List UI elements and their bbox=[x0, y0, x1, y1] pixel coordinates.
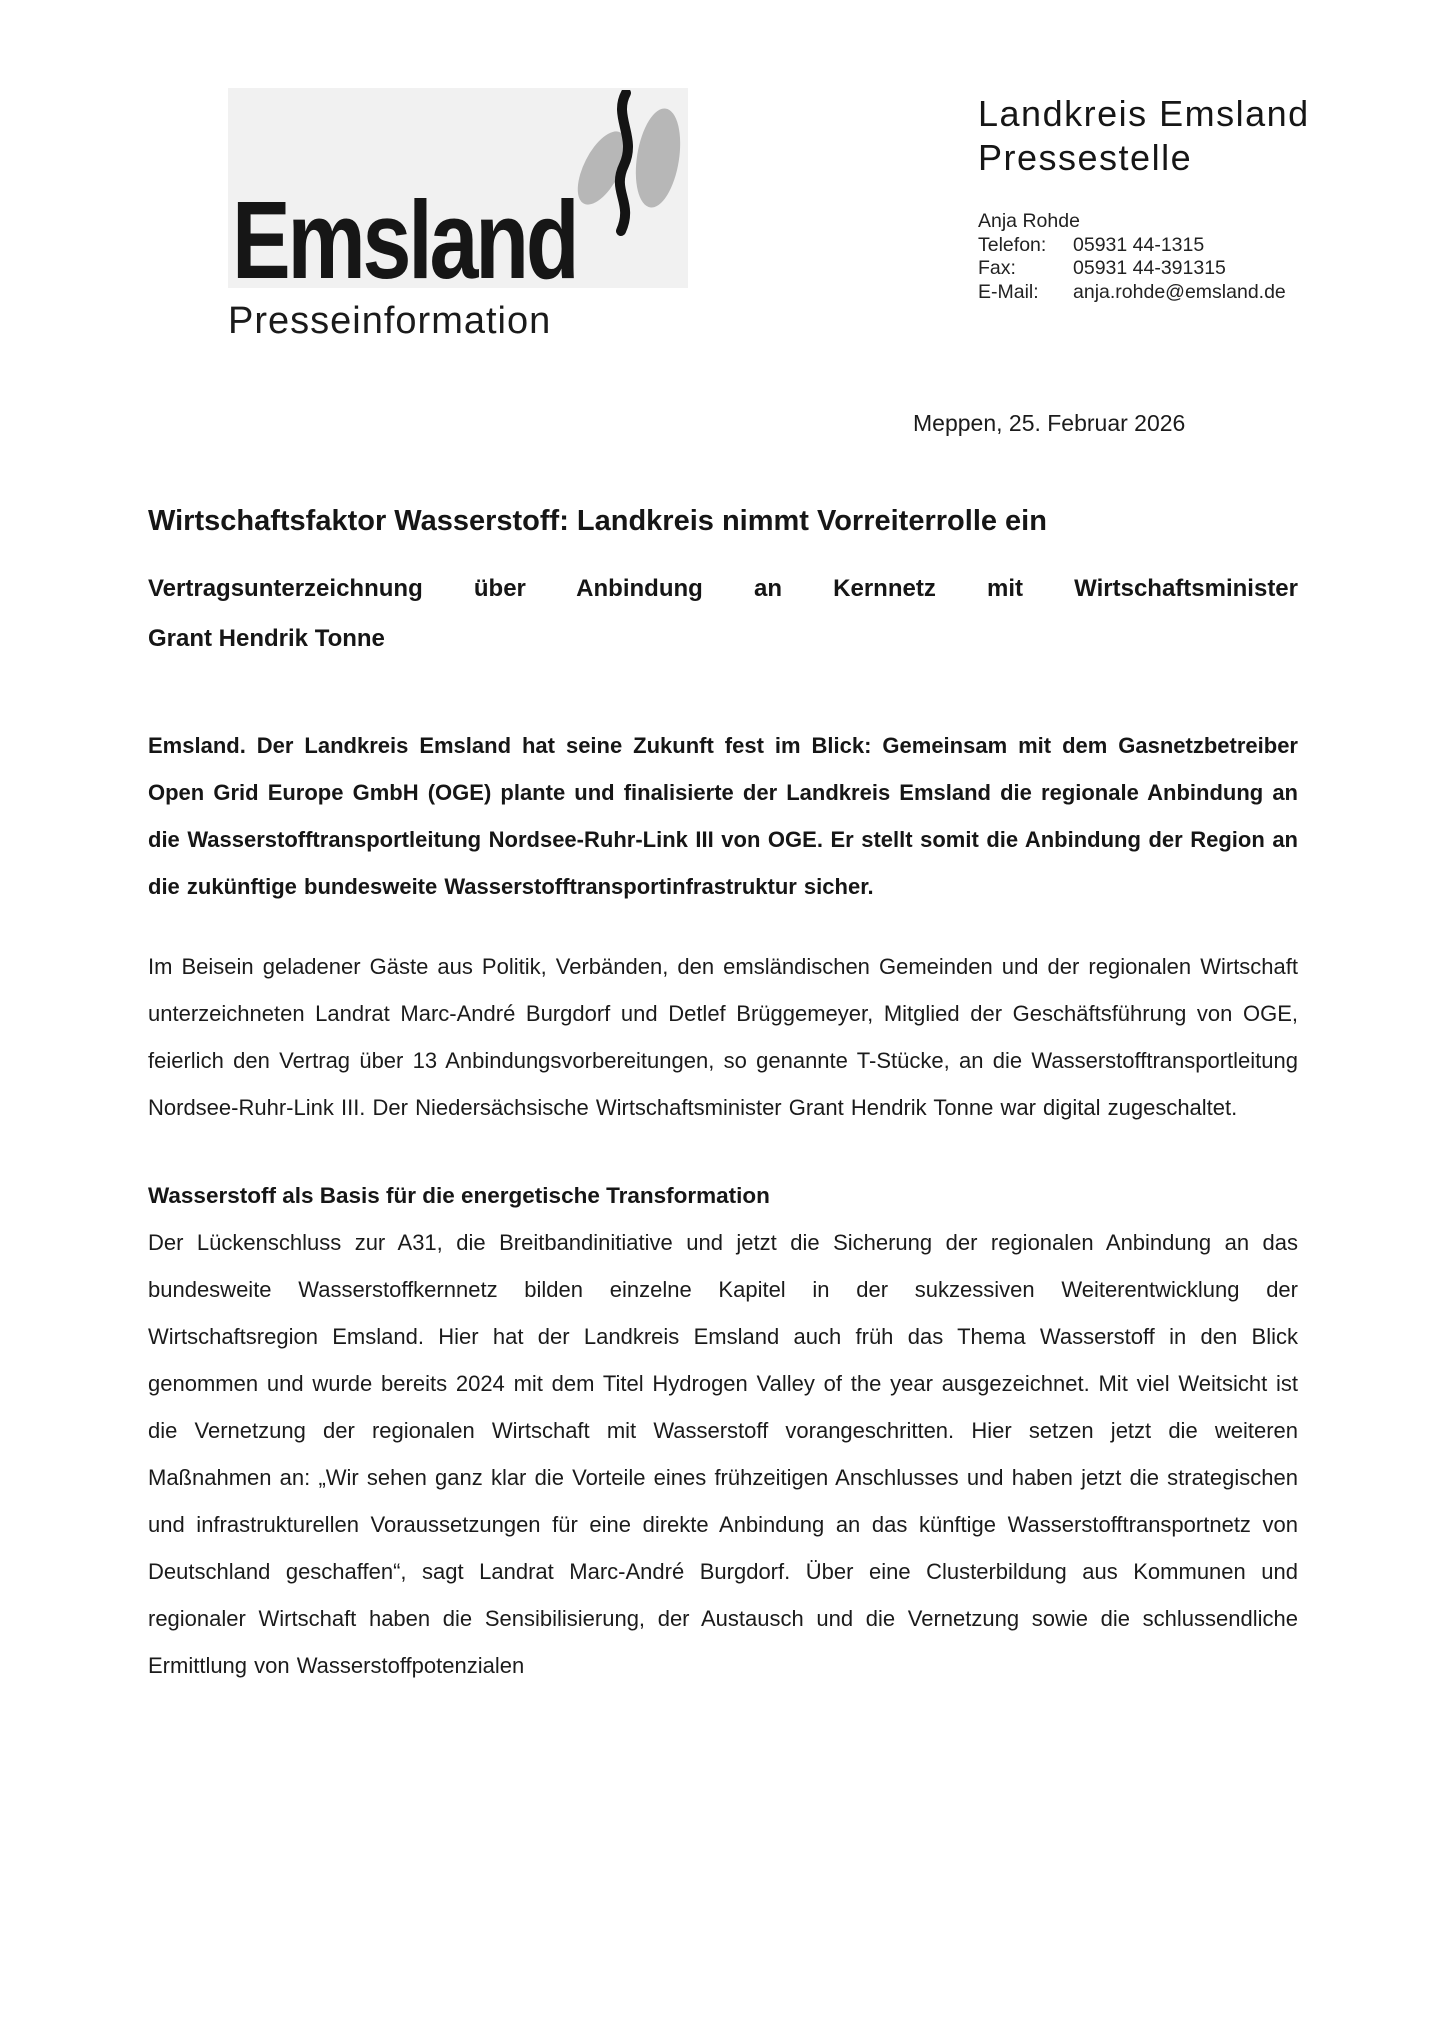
article bbox=[148, 502, 1298, 1689]
contact-label: Fax: bbox=[978, 257, 1016, 279]
page-subtitle bbox=[148, 564, 1298, 664]
contact-value: 05931 44-391315 bbox=[1073, 257, 1226, 279]
subtitle-line-2: Grant Hendrik Tonne bbox=[148, 625, 385, 652]
contact-label: E-Mail: bbox=[978, 280, 1039, 303]
contact-label: Telefon: bbox=[978, 233, 1047, 256]
body-paragraph: Im Beisein geladener Gäste aus Politik, Verbänden, den emsländischen Gemeinden und der regionalen Wirtschaft unterzeichneten Landrat Marc-André Burgdorf und Detlef Brüggemeyer, Mitglied der Geschäftsführung von OGE, feierlich den Vertrag über 13 Anbindungsvorbereitungen, so genannte T-Stücke, an die Wasserstofftransportleitung Nordsee-Ruhr-Link III. Der Niedersächsische Wirtschaftsminister Grant Hendrik Tonne war digital zugeschaltet. bbox=[148, 954, 1298, 1120]
lead-paragraph: Emsland. Der Landkreis Emsland hat seine Zukunft fest im Blick: Gemeinsam mit dem Gasnetzbetreiber Open Grid Europe GmbH (OGE) plante und finalisierte der Landkreis Emsland die regionale Anbindung an die Wasserstofftransportleitung Nordsee-Ruhr-Link III von OGE. Er stellt somit die Anbindung der Region an die zukünftige bundesweite Wasserstofftransportinfrastruktur sicher. bbox=[148, 733, 1298, 899]
letterhead-right bbox=[978, 92, 1398, 304]
section-heading: Wasserstoff als Basis für die energetische Transformation bbox=[148, 1183, 770, 1208]
subtitle-line-1: Vertragsunterzeichnung über Anbindung an Kernnetz mit Wirtschaftsminister bbox=[148, 575, 1298, 602]
org-name: Landkreis Emsland bbox=[978, 93, 1310, 134]
contact-row-fax bbox=[978, 257, 1398, 281]
page-title: Wirtschaftsfaktor Wasserstoff: Landkreis nimmt Vorreiterrolle ein bbox=[148, 505, 1047, 537]
section-paragraph: Der Lückenschluss zur A31, die Breitbandinitiative und jetzt die Sicherung der regionalen Anbindung an das bundesweite Wasserstoffkernnetz bilden einzelne Kapitel in der sukzessiven Weiterentwicklung der Wirtschaftsregion Emsland. Hier hat der Landkreis Emsland auch früh das Thema Wasserstoff in den Blick genommen und wurde bereits 2024 mit dem Titel Hydrogen Valley of the year ausgezeichnet. Mit viel Weitsicht ist die Vernetzung der regionalen Wirtschaft mit Wasserstoff vorangeschritten. Hier setzen jetzt die weiteren Maßnahmen an: „Wir sehen ganz klar die Vorteile eines frühzeitigen Anschlusses und haben jetzt die strategischen und infrastrukturellen Voraussetzungen für eine direkte Anbindung an das künftige Wasserstofftransportnetz von Deutschland geschaffen“, sagt Landrat Marc-André Burgdorf. Über eine Clusterbildung aus Kommunen und regionaler Wirtschaft haben die Sensibilisierung, der Austausch und die Vernetzung sowie die schlussendliche Ermittlung von Wasserstoffpotenzialen bbox=[148, 1230, 1298, 1678]
contact-block bbox=[978, 210, 1398, 304]
contact-value: anja.rohde@emsland.de bbox=[1073, 280, 1286, 303]
contact-row-email bbox=[978, 281, 1398, 305]
contact-person: Anja Rohde bbox=[978, 210, 1080, 232]
emsland-logo bbox=[228, 88, 688, 302]
contact-row-telefon bbox=[978, 234, 1398, 258]
right-leaf-shape bbox=[629, 105, 686, 210]
logo-wordmark: Emsland bbox=[232, 179, 577, 302]
date-line: Meppen, 25. Februar 2026 bbox=[913, 410, 1186, 436]
emsland-leaf-swoosh-icon bbox=[570, 90, 688, 242]
dept-name: Pressestelle bbox=[978, 137, 1193, 178]
contact-value: 05931 44-1315 bbox=[1073, 233, 1205, 256]
swoosh-shape bbox=[620, 93, 628, 231]
presseinformation-label: Presseinformation bbox=[228, 300, 552, 342]
